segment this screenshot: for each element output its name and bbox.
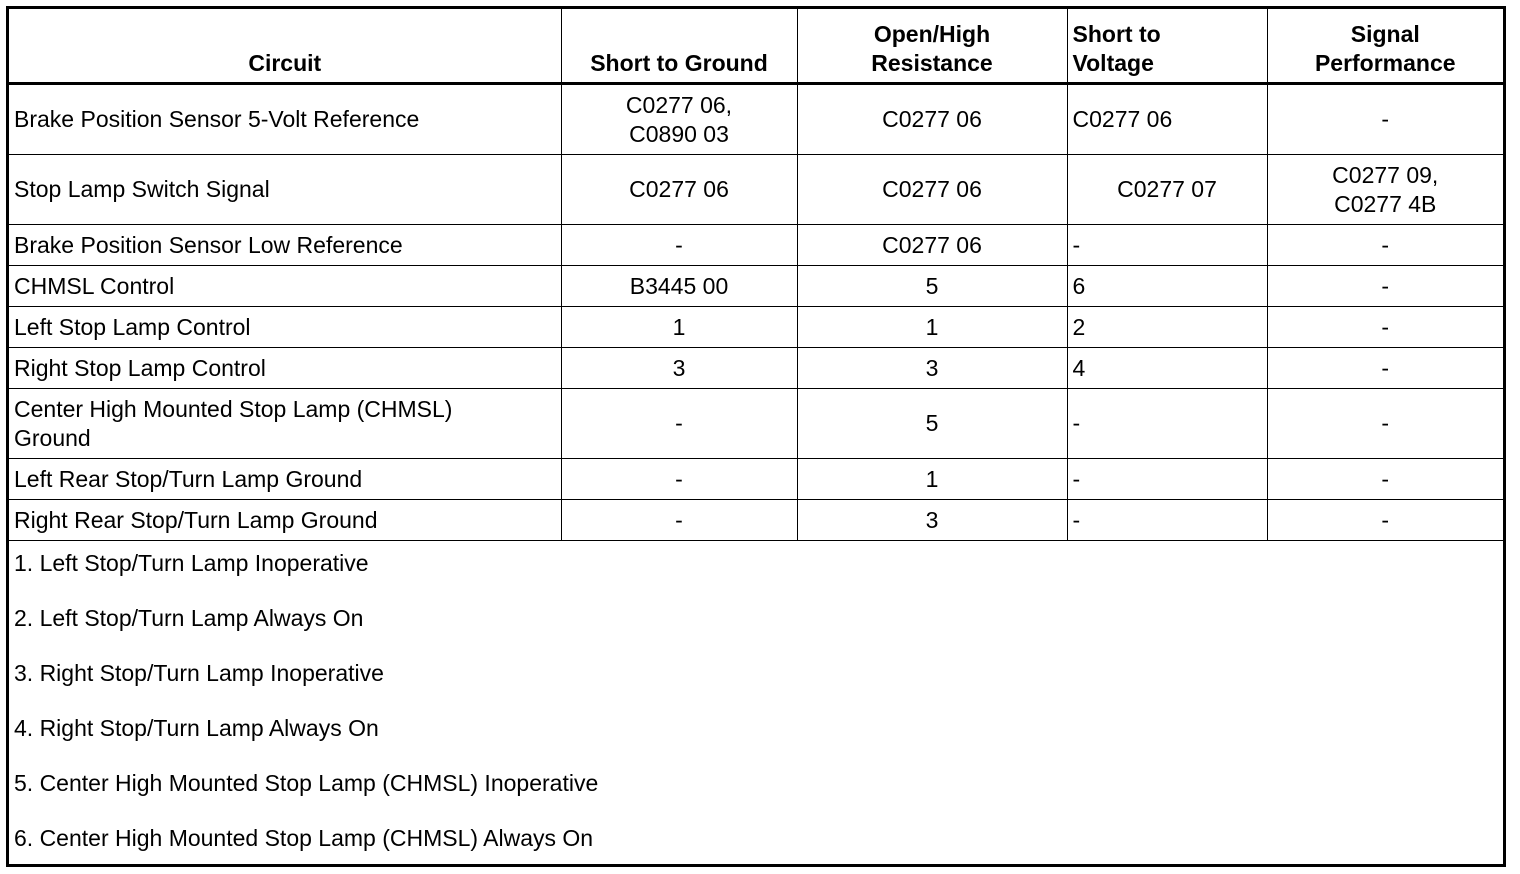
footnote-1: 1. Left Stop/Turn Lamp Inoperative: [14, 550, 369, 576]
cell-signal-performance: -: [1267, 348, 1503, 389]
cell-open-high: 1: [797, 307, 1067, 348]
circuit-fault-table-frame: [6, 6, 1506, 867]
header-open-high-resistance: Open/High Resistance: [797, 9, 1067, 84]
cell-circuit: Left Stop Lamp Control: [9, 307, 561, 348]
cell-short-to-voltage: 2: [1067, 307, 1267, 348]
footnotes: [9, 541, 1503, 853]
cell-open-high: 3: [797, 500, 1067, 541]
header-row: [9, 9, 1503, 84]
cell-signal-performance: -: [1267, 225, 1503, 266]
cell-short-to-voltage: -: [1067, 225, 1267, 266]
cell-circuit: Brake Position Sensor Low Reference: [9, 225, 561, 266]
cell-signal-performance: -: [1267, 266, 1503, 307]
cell-short-to-voltage: 4: [1067, 348, 1267, 389]
cell-short-to-ground: -: [561, 225, 797, 266]
footnote-2: 2. Left Stop/Turn Lamp Always On: [14, 605, 364, 631]
cell-short-to-voltage: C0277 06: [1067, 84, 1267, 155]
footnote-5: 5. Center High Mounted Stop Lamp (CHMSL) Inoperative: [14, 770, 599, 796]
header-signal-performance: Signal Performance: [1267, 9, 1503, 84]
header-circuit: Circuit: [9, 9, 561, 84]
footnote-3: 3. Right Stop/Turn Lamp Inoperative: [14, 660, 384, 686]
cell-signal-performance: -: [1267, 307, 1503, 348]
cell-signal-performance: -: [1267, 84, 1503, 155]
footnote-4: 4. Right Stop/Turn Lamp Always On: [14, 715, 379, 741]
cell-circuit: Left Rear Stop/Turn Lamp Ground: [9, 459, 561, 500]
table-row: [9, 389, 1503, 459]
cell-circuit: Right Stop Lamp Control: [9, 348, 561, 389]
table-row: [9, 84, 1503, 155]
cell-short-to-voltage: -: [1067, 389, 1267, 459]
cell-open-high: 5: [797, 266, 1067, 307]
cell-signal-performance: -: [1267, 389, 1503, 459]
cell-short-to-ground: -: [561, 500, 797, 541]
cell-short-to-ground: -: [561, 459, 797, 500]
cell-short-to-ground: -: [561, 389, 797, 459]
cell-circuit: CHMSL Control: [9, 266, 561, 307]
cell-open-high: 3: [797, 348, 1067, 389]
cell-short-to-ground: B3445 00: [561, 266, 797, 307]
cell-open-high: 5: [797, 389, 1067, 459]
table-row: [9, 225, 1503, 266]
table-row: [9, 307, 1503, 348]
cell-short-to-voltage: -: [1067, 459, 1267, 500]
cell-short-to-voltage: 6: [1067, 266, 1267, 307]
cell-signal-performance: C0277 09, C0277 4B: [1267, 155, 1503, 225]
cell-short-to-ground: C0277 06, C0890 03: [561, 84, 797, 155]
circuit-fault-table: [9, 9, 1503, 541]
cell-short-to-voltage: C0277 07: [1067, 155, 1267, 225]
footnote-6: 6. Center High Mounted Stop Lamp (CHMSL) Always On: [14, 825, 594, 851]
cell-open-high: C0277 06: [797, 155, 1067, 225]
table-row: [9, 348, 1503, 389]
cell-signal-performance: -: [1267, 500, 1503, 541]
cell-signal-performance: -: [1267, 459, 1503, 500]
table-row: [9, 500, 1503, 541]
table-row: [9, 266, 1503, 307]
cell-circuit: Center High Mounted Stop Lamp (CHMSL) Ground: [9, 389, 561, 459]
cell-circuit: Stop Lamp Switch Signal: [9, 155, 561, 225]
cell-short-to-voltage: -: [1067, 500, 1267, 541]
cell-circuit: Brake Position Sensor 5-Volt Reference: [9, 84, 561, 155]
cell-short-to-ground: 3: [561, 348, 797, 389]
cell-circuit: Right Rear Stop/Turn Lamp Ground: [9, 500, 561, 541]
table-row: [9, 459, 1503, 500]
header-short-to-ground: Short to Ground: [561, 9, 797, 84]
cell-open-high: 1: [797, 459, 1067, 500]
cell-open-high: C0277 06: [797, 84, 1067, 155]
cell-short-to-ground: C0277 06: [561, 155, 797, 225]
header-short-to-voltage: Short to Voltage: [1067, 9, 1267, 84]
cell-open-high: C0277 06: [797, 225, 1067, 266]
table-row: [9, 155, 1503, 225]
cell-short-to-ground: 1: [561, 307, 797, 348]
